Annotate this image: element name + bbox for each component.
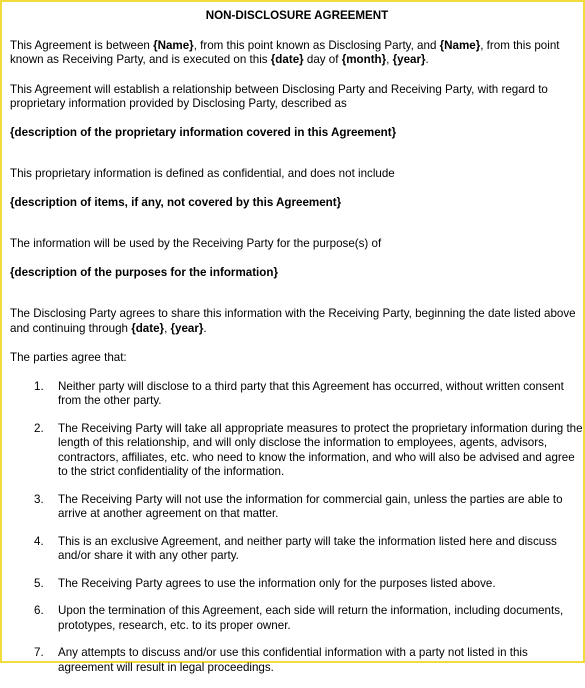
purposes-placeholder: {description of the purposes for the information} [10, 265, 278, 279]
list-item [10, 535, 584, 564]
receiving-name-field: {Name} [439, 38, 481, 52]
list-item [10, 422, 584, 480]
date-field: {date} [270, 53, 304, 66]
intro-text: , [386, 53, 393, 66]
relationship-paragraph: This Agreement will establish a relationship between Disclosing Party and Receiving Party, with regard to proprietary information provided by Disclosing Party, described as [10, 82, 548, 110]
page-title: NON-DISCLOSURE AGREEMENT [205, 9, 389, 22]
sharing-text: . [203, 321, 207, 335]
list-item-number: 7. [34, 646, 44, 659]
sharing-text: The Disclosing Party agrees to share this information with the Receiving Party, beginning the date listed above and continuing through [10, 307, 576, 335]
end-year-field: {year} [170, 321, 204, 335]
terms-list [10, 380, 584, 676]
list-item-number: 3. [34, 492, 44, 506]
list-item-number: 6. [34, 604, 44, 617]
list-item-number: 1. [34, 379, 44, 393]
list-item-text: Any attempts to discuss and/or use this confidential information with a party not listed in this agreement will result in legal proceedings. [58, 646, 528, 674]
excluded-items-placeholder: {description of items, if any, not covered by this Agreement} [10, 195, 342, 209]
list-item [10, 577, 584, 592]
sharing-text: , [164, 321, 171, 335]
list-item-number: 4. [34, 534, 44, 548]
disclosing-name-field: {Name} [153, 38, 194, 52]
info-description-placeholder: {description of the proprietary information covered in this Agreement} [10, 125, 397, 139]
intro-text: This Agreement is between [10, 38, 154, 52]
document-body [10, 8, 584, 688]
list-item [10, 604, 584, 633]
parties-agree-heading: The parties agree that: [10, 351, 127, 364]
confidential-paragraph: This proprietary information is defined as confidential, and does not include [10, 167, 395, 180]
list-item-text: Upon the termination of this Agreement, each side will return the information, including documents, prototypes, research, etc. to its proper owner. [58, 604, 564, 632]
list-item [10, 493, 584, 522]
intro-paragraph [10, 39, 584, 68]
end-date-field: {date} [131, 321, 165, 335]
month-field: {month} [341, 53, 387, 66]
intro-text: . [425, 53, 429, 66]
list-item-text: Neither party will disclose to a third party that this Agreement has occurred, without written consent from the other party. [58, 379, 564, 407]
list-item [10, 380, 584, 409]
list-item-text: The Receiving Party will not use the information for commercial gain, unless the parties are able to arrive at another agreement on that matter. [58, 492, 563, 520]
list-item-number: 5. [34, 576, 44, 590]
list-item-text: This is an exclusive Agreement, and neither party will take the information listed here and discuss and/or share it with any other party. [58, 534, 557, 562]
list-item-text: The Receiving Party will take all appropriate measures to protect the proprietary information during the length of this relationship, and will only disclose the information to employees, agents, advisors, contractors, affiliates, etc. who need to know the information, and who will also be advised and agree to the strict confidentiality of the information. [58, 421, 583, 478]
usage-paragraph: The information will be used by the Receiving Party for the purpose(s) of [10, 237, 382, 250]
year-field: {year} [392, 53, 426, 66]
list-item [10, 646, 584, 675]
list-item-number: 2. [34, 421, 44, 435]
intro-text: day of [303, 53, 342, 66]
list-item-text: The Receiving Party agrees to use the information only for the purposes listed above. [58, 576, 496, 590]
sharing-paragraph [10, 307, 584, 336]
intro-text: , from this point known as Receiving Party, and is executed on this [10, 38, 560, 66]
intro-text: , from this point known as Disclosing Party, and [193, 38, 440, 52]
